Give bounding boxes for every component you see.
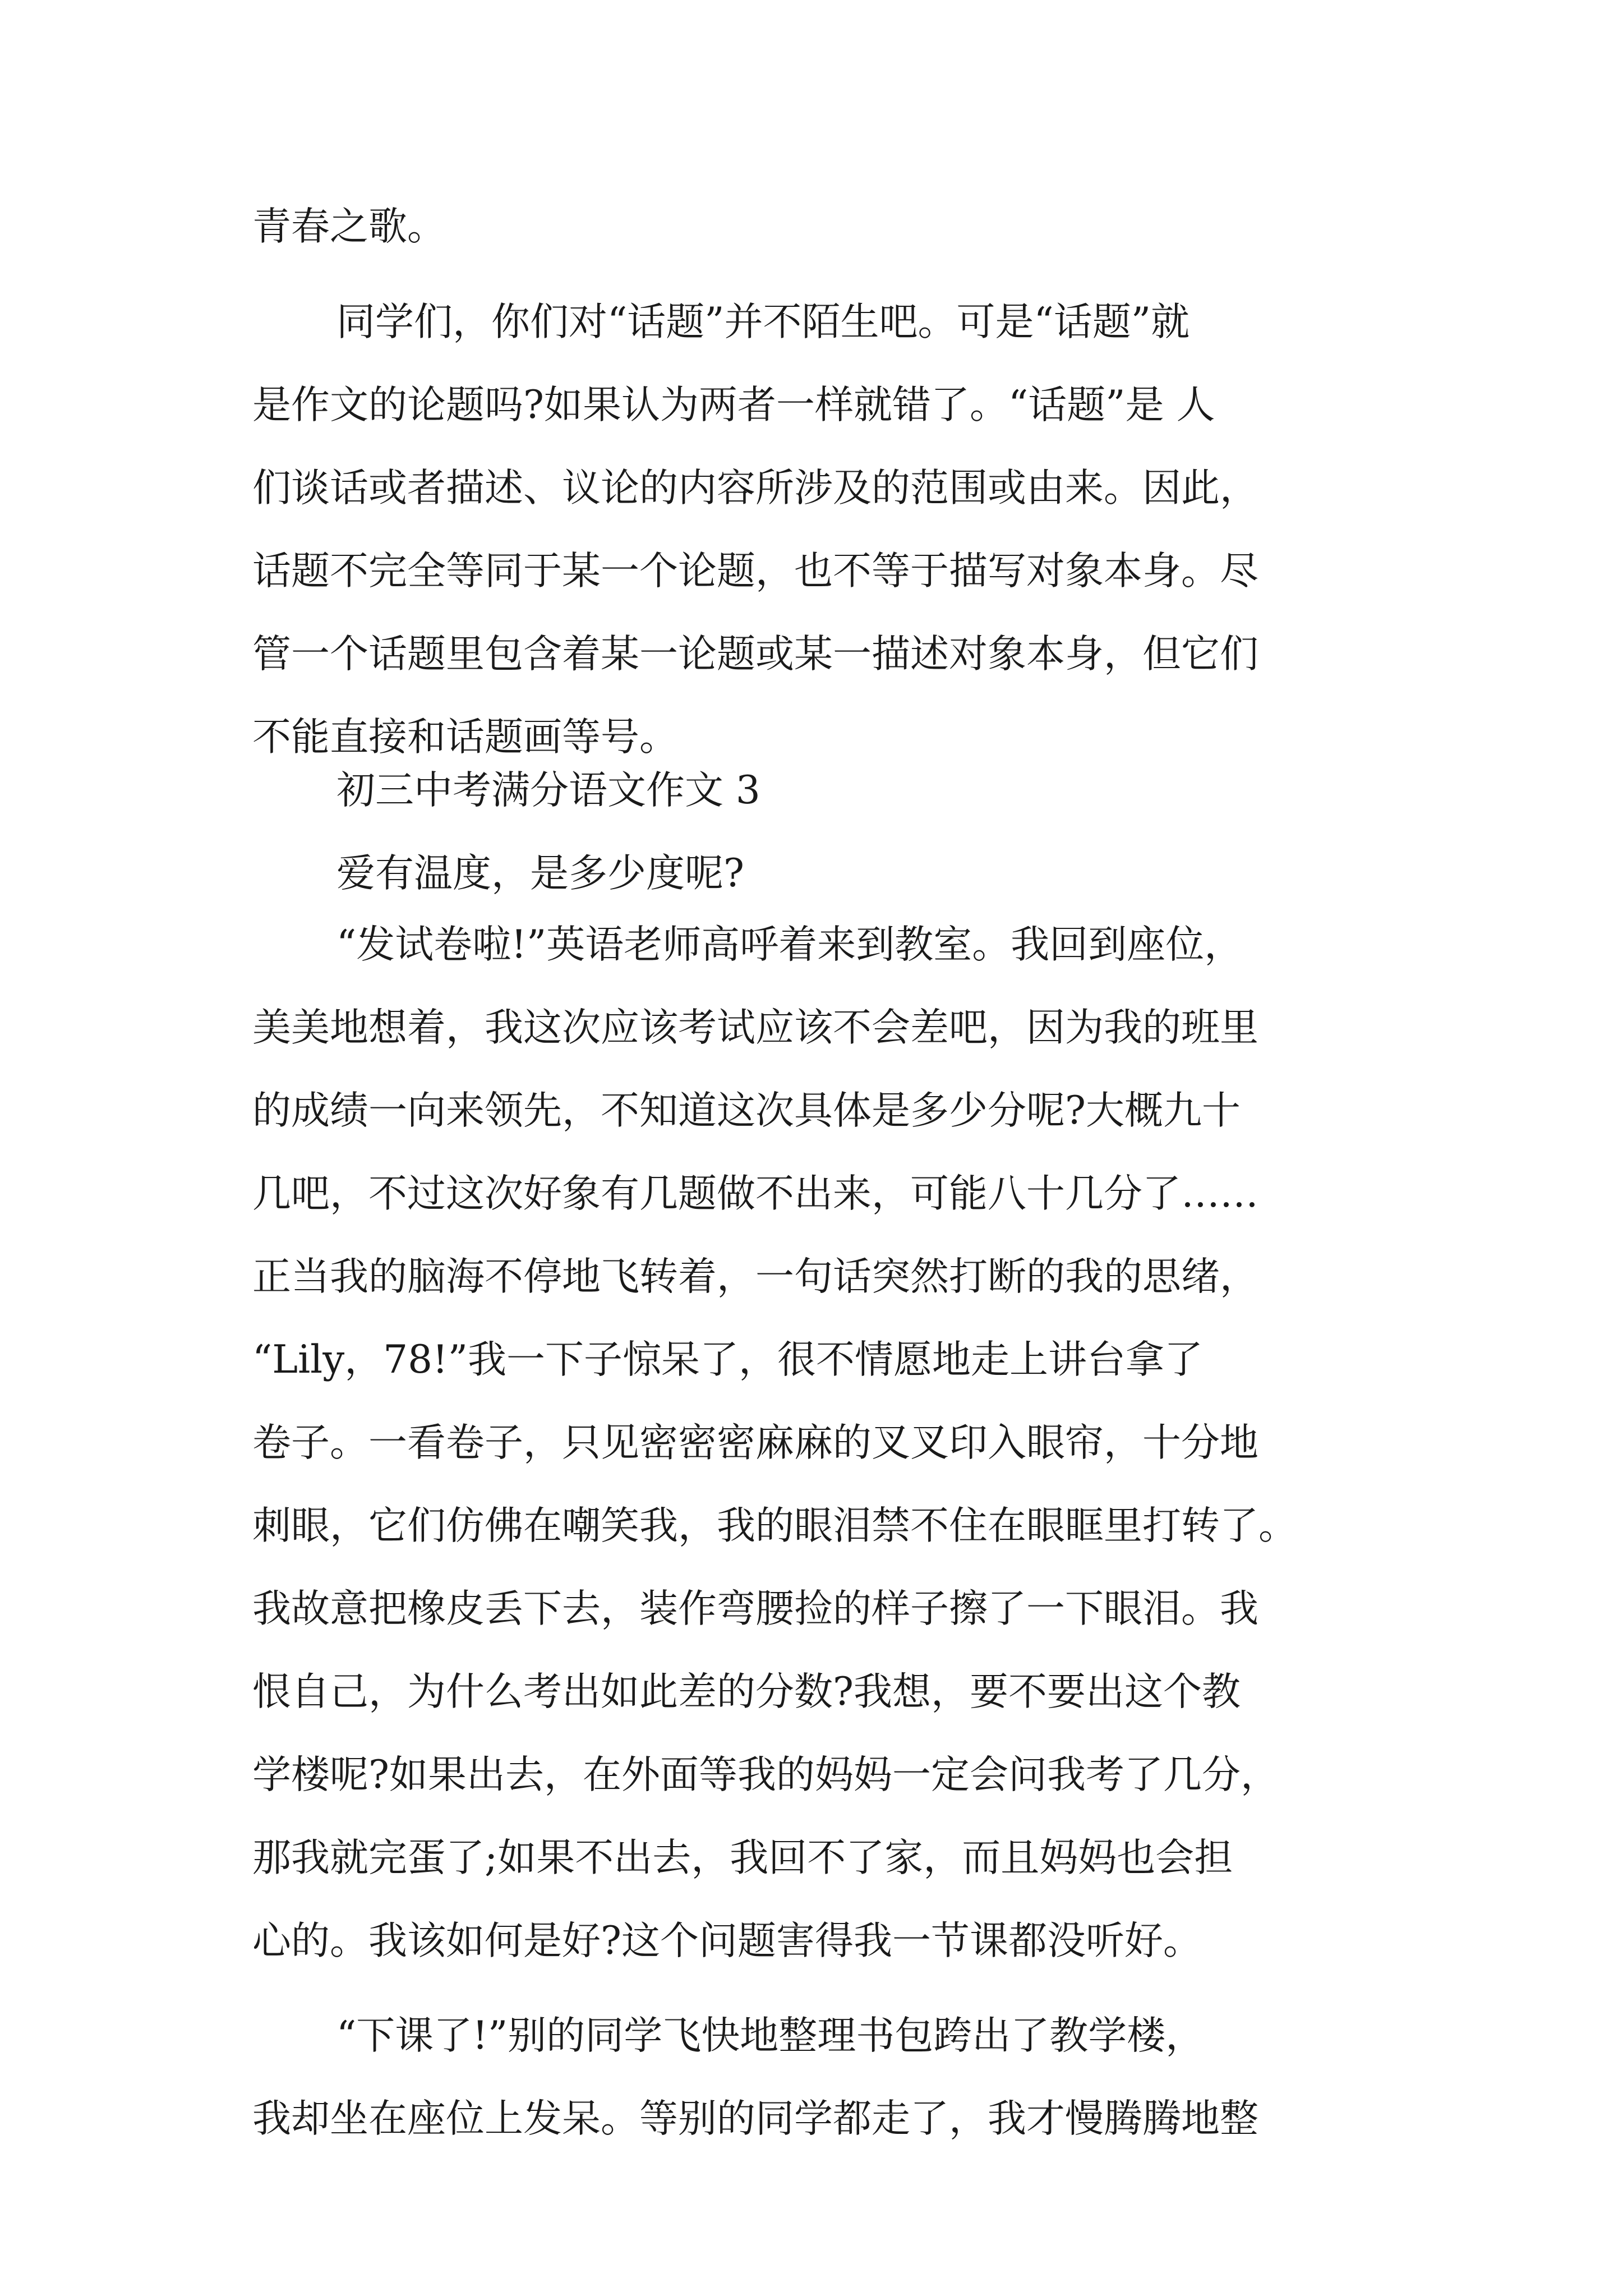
text-line: 那我就完蛋了;如果不出去，我回不了家，而且妈妈也会担 <box>252 1835 1233 1880</box>
text-line: “下课了!”别的同学飞快地整理书包跨出了教学楼， <box>336 2013 1205 2058</box>
paragraph-exam-story <box>252 903 1374 1982</box>
text-line: 管一个话题里包含着某一论题或某一描述对象本身，但它们 <box>252 632 1258 677</box>
text-line: 同学们，你们对“话题”并不陌生吧。可是“话题”就 <box>336 300 1190 344</box>
text-line: 恨自己，为什么考出如此差的分数?我想，要不要出这个教 <box>252 1669 1241 1714</box>
text-line: 学楼呢?如果出去，在外面等我的妈妈一定会问我考了几分， <box>252 1752 1279 1797</box>
text-line: 青春之歌。 <box>252 204 446 249</box>
text-line: “Lily，78!”我一下子惊呆了，很不情愿地走上讲台拿了 <box>252 1337 1204 1382</box>
essay-number-title: 初三中考满分语文作文 3 <box>336 768 760 813</box>
text-line: 刺眼，它们仿佛在嘲笑我，我的眼泪禁不住在眼眶里打转了。 <box>252 1503 1297 1548</box>
text-line: 卷子。一看卷子，只见密密密麻麻的叉叉印入眼帘，十分地 <box>252 1420 1258 1465</box>
text-line: 们谈话或者描述、议论的内容所涉及的范围或由来。因此， <box>252 466 1258 510</box>
text-line: 是作文的论题吗?如果认为两者一样就错了。“话题”是 人 <box>252 383 1215 427</box>
text-line: 的成绩一向来领先，不知道这次具体是多少分呢?大概九十 <box>252 1088 1241 1133</box>
text-line: 我却坐在座位上发呆。等别的同学都走了，我才慢腾腾地整 <box>252 2096 1258 2141</box>
text-line: 美美地想着，我这次应该考试应该不会差吧，因为我的班里 <box>252 1005 1258 1050</box>
text-line: 不能直接和话题画等号。 <box>252 715 678 760</box>
text-line: 正当我的脑海不停地飞转着，一句话突然打断的我的思绪， <box>252 1254 1258 1299</box>
text-line: “发试卷啦!”英语老师高呼着来到教室。我回到座位， <box>336 922 1243 967</box>
essay-title: 爱有温度，是多少度呢? <box>336 851 744 896</box>
text-line: 心的。我该如何是好?这个问题害得我一节课都没听好。 <box>252 1918 1202 1963</box>
paragraph-topic-end <box>252 185 1374 268</box>
paragraph-topic-explanation <box>252 280 1374 779</box>
text-line: 几吧，不过这次好象有几题做不出来，可能八十几分了…… <box>252 1171 1258 1216</box>
text-line: 我故意把橡皮丢下去，装作弯腰捡的样子擦了一下眼泪。我 <box>252 1586 1258 1631</box>
text-line: 话题不完全等同于某一个论题，也不等于描写对象本身。尽 <box>252 549 1258 593</box>
paragraph-after-class <box>252 1994 1374 2160</box>
essay-heading <box>252 749 1374 915</box>
